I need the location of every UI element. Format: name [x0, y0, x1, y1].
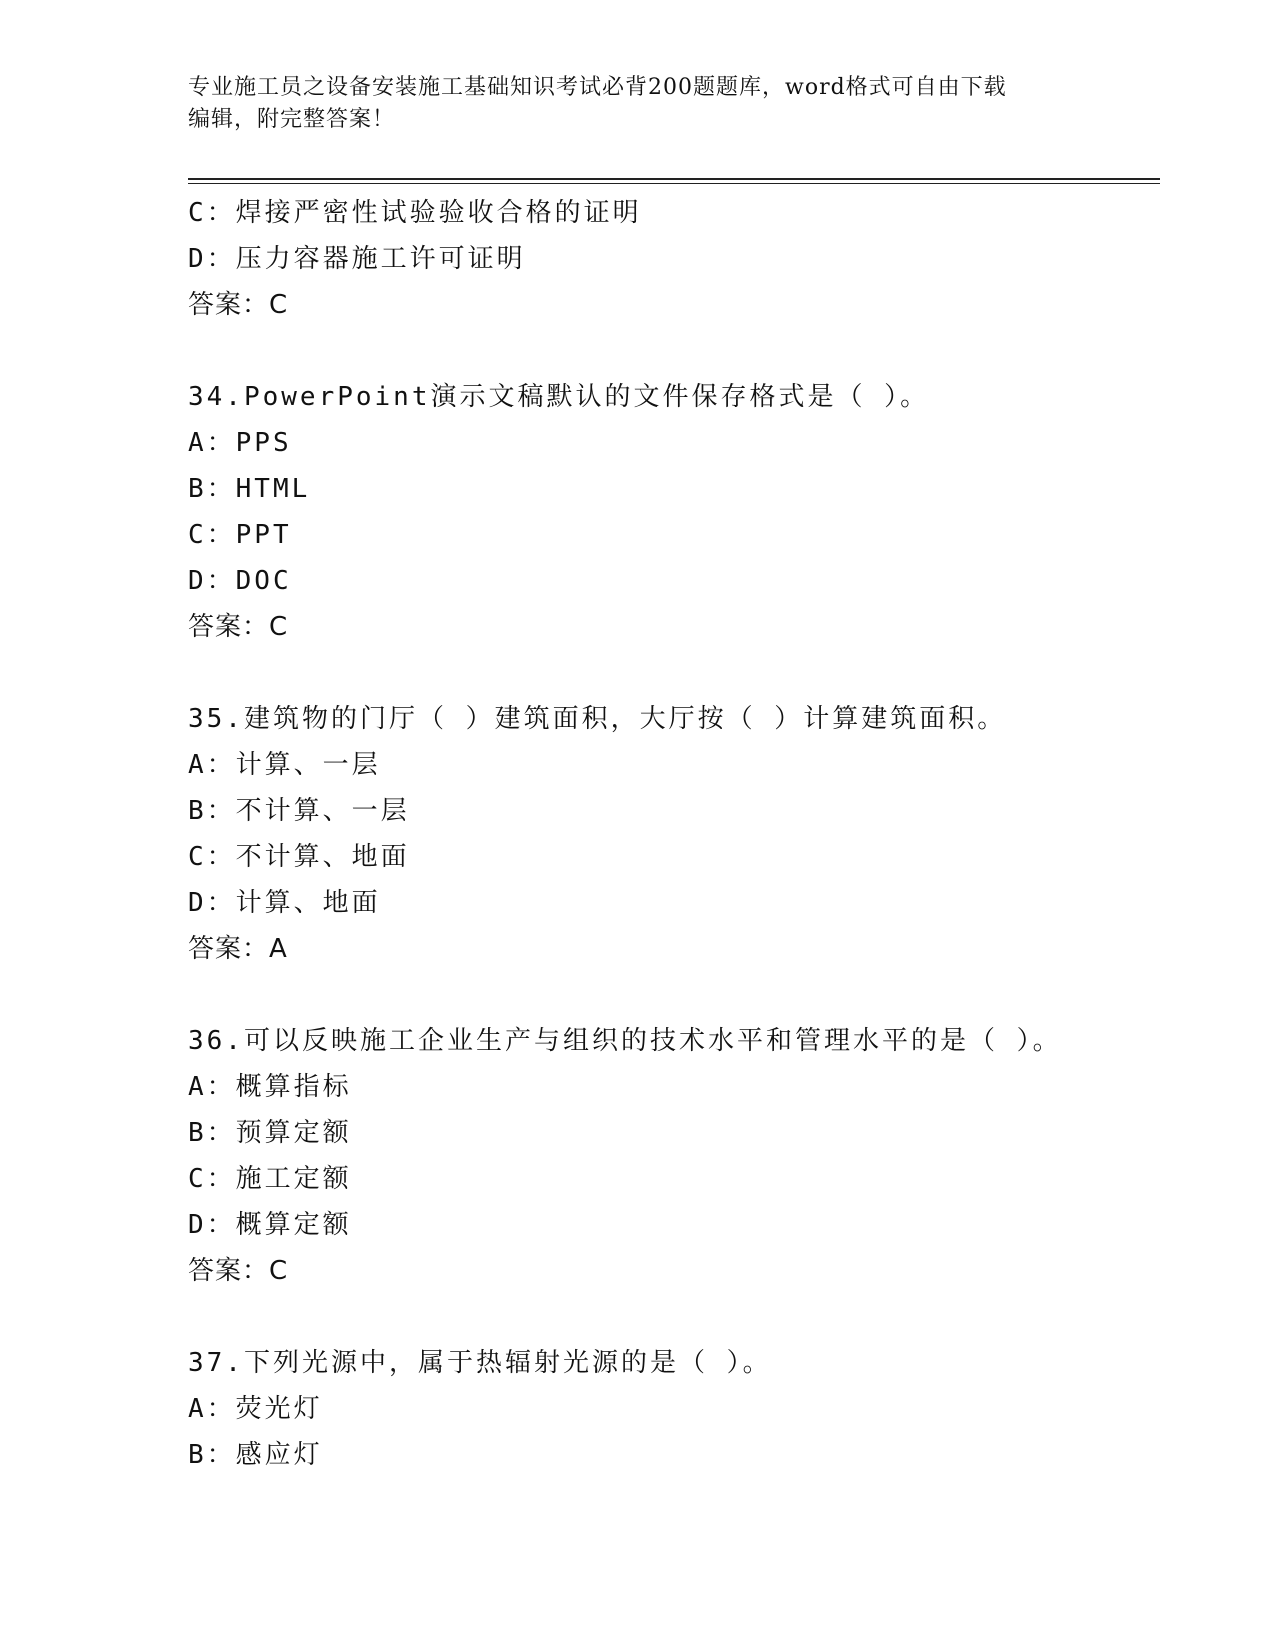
q35-option-d: D：计算、地面: [188, 888, 381, 918]
q36-question: 36.可以反映施工企业生产与组织的技术水平和管理水平的是（ ）。: [188, 1026, 1062, 1056]
q34-question: 34.PowerPoint演示文稿默认的文件保存格式是（ ）。: [188, 382, 930, 412]
spacer: [188, 972, 1160, 1018]
q36-answer: 答案：C: [188, 1256, 289, 1286]
q33-answer: 答案：C: [188, 290, 289, 320]
q37-question: 37.下列光源中，属于热辐射光源的是（ ）。: [188, 1348, 772, 1378]
q35-option-c: C：不计算、地面: [188, 842, 410, 872]
q34-option-d: D：DOC: [188, 566, 292, 596]
q37-option-b: B：感应灯: [188, 1440, 323, 1470]
q33-option-d: D：压力容器施工许可证明: [188, 244, 526, 274]
header-title-line-1: 专业施工员之设备安装施工基础知识考试必背200题题库，word格式可自由下载: [188, 75, 1007, 100]
header-divider-thin: [188, 183, 1160, 184]
q35-answer: 答案：A: [188, 934, 288, 964]
spacer: [188, 328, 1160, 374]
question-list: [188, 190, 1160, 1478]
q35-question: 35.建筑物的门厅（ ）建筑面积，大厅按（ ）计算建筑面积。: [188, 704, 1007, 734]
q37-option-a: A：荧光灯: [188, 1394, 323, 1424]
q35-option-a: A：计算、一层: [188, 750, 381, 780]
q33-option-c: C：焊接严密性试验验收合格的证明: [188, 198, 642, 228]
q34-option-b: B：HTML: [188, 474, 311, 504]
q34-answer: 答案：C: [188, 612, 289, 642]
q35-option-b: B：不计算、一层: [188, 796, 410, 826]
spacer: [188, 1294, 1160, 1340]
q34-option-a: A：PPS: [188, 428, 292, 458]
q36-option-b: B：预算定额: [188, 1118, 352, 1148]
q36-option-c: C：施工定额: [188, 1164, 352, 1194]
document-header: [188, 72, 1088, 136]
q34-option-c: C：PPT: [188, 520, 292, 550]
spacer: [188, 650, 1160, 696]
q36-option-d: D：概算定额: [188, 1210, 352, 1240]
q36-option-a: A：概算指标: [188, 1072, 352, 1102]
header-divider-thick: [188, 178, 1160, 180]
header-title-line-2: 编辑，附完整答案！: [188, 107, 396, 132]
